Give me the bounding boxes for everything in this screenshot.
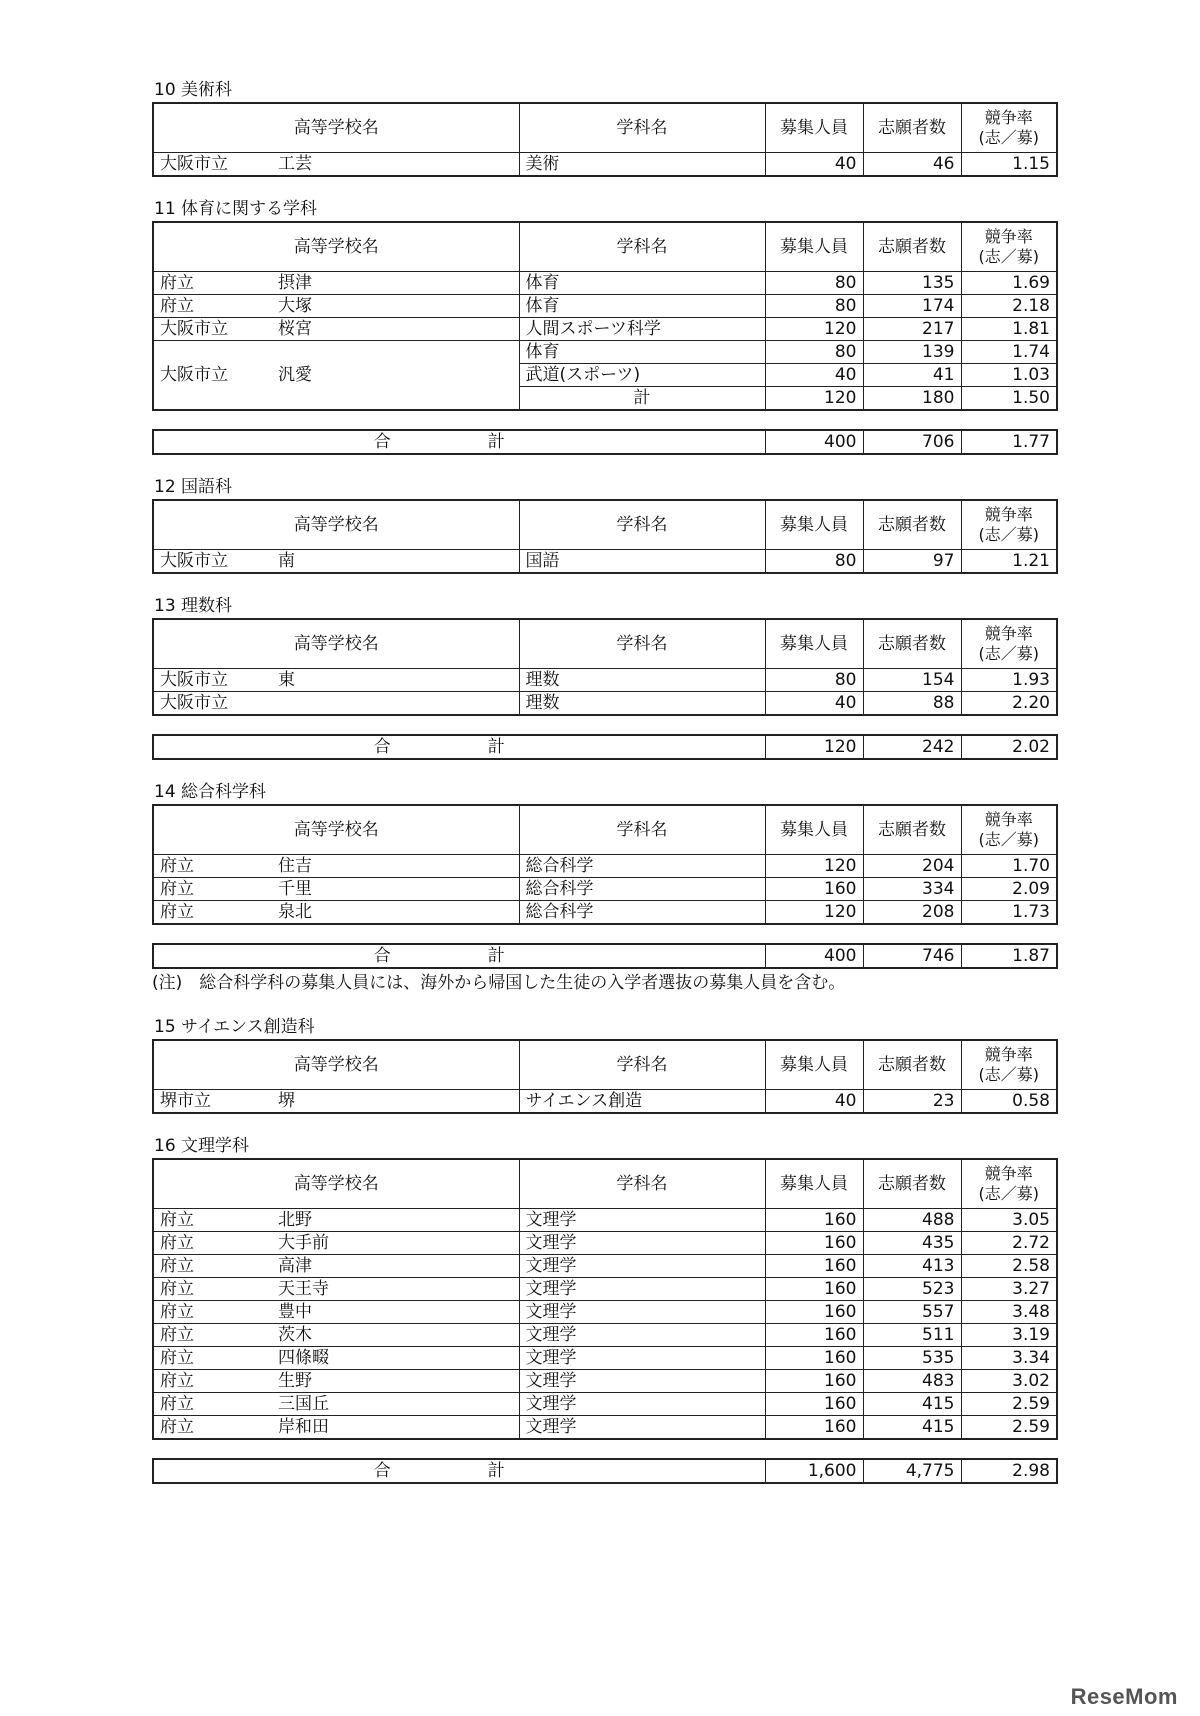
table-row [153, 1209, 1057, 1232]
rate-cell: 3.27 [961, 1278, 1057, 1301]
total-rate: 2.02 [961, 735, 1057, 759]
applicants-cell: 174 [863, 295, 961, 318]
department-section [152, 594, 1056, 760]
header-rate-bottom: (志／募) [978, 128, 1039, 147]
dept-cell: 文理学 [519, 1209, 765, 1232]
admissions-table [152, 1158, 1058, 1440]
total-rate: 1.77 [961, 430, 1057, 454]
applicants-cell: 23 [863, 1090, 961, 1114]
school-prefecture: 府立 [160, 879, 194, 899]
school-cell [153, 1324, 519, 1347]
rate-cell: 1.74 [961, 341, 1057, 364]
dept-cell: 総合科学 [519, 901, 765, 925]
capacity-cell: 40 [765, 364, 863, 387]
school-cell [153, 1370, 519, 1393]
applicants-cell: 415 [863, 1393, 961, 1416]
rate-cell: 3.05 [961, 1209, 1057, 1232]
total-capacity: 400 [765, 944, 863, 968]
capacity-cell: 120 [765, 318, 863, 341]
header-applicants: 志願者数 [863, 1159, 961, 1209]
applicants-cell: 217 [863, 318, 961, 341]
total-applicants: 746 [863, 944, 961, 968]
table-row [153, 318, 1057, 341]
total-capacity: 1,600 [765, 1459, 863, 1483]
school-cell [153, 272, 519, 295]
rate-cell: 2.59 [961, 1416, 1057, 1440]
school-prefecture: 府立 [160, 1279, 194, 1299]
school-prefecture: 府立 [160, 1302, 194, 1322]
section-title: 15 サイエンス創造科 [154, 1017, 315, 1037]
school-cell [153, 692, 519, 716]
capacity-cell: 120 [765, 901, 863, 925]
applicants-cell: 334 [863, 878, 961, 901]
school-name: 工芸 [278, 154, 312, 174]
capacity-cell: 80 [765, 272, 863, 295]
applicants-cell: 523 [863, 1278, 961, 1301]
school-prefecture: 府立 [160, 1371, 194, 1391]
department-section [152, 197, 1056, 455]
school-cell [153, 901, 519, 925]
applicants-cell: 88 [863, 692, 961, 716]
school-cell [153, 855, 519, 878]
total-capacity: 120 [765, 735, 863, 759]
school-name: 堺 [278, 1091, 295, 1111]
applicants-cell: 415 [863, 1416, 961, 1440]
table-row [153, 1232, 1057, 1255]
school-cell [153, 878, 519, 901]
school-name: 桜宮 [278, 319, 312, 339]
department-section [152, 1015, 1056, 1114]
total-table [152, 943, 1058, 969]
school-cell [153, 1209, 519, 1232]
table-row [153, 1278, 1057, 1301]
school-prefecture: 府立 [160, 1417, 194, 1437]
school-cell [153, 153, 519, 177]
applicants-cell: 97 [863, 550, 961, 574]
rate-cell: 2.09 [961, 878, 1057, 901]
total-applicants: 242 [863, 735, 961, 759]
school-cell [153, 295, 519, 318]
header-rate [961, 222, 1057, 272]
dept-cell: 武道(スポーツ) [519, 364, 765, 387]
table-row [153, 1370, 1057, 1393]
rate-cell: 2.20 [961, 692, 1057, 716]
header-dept: 学科名 [519, 619, 765, 669]
rate-cell: 3.02 [961, 1370, 1057, 1393]
table-row [153, 153, 1057, 177]
rate-cell: 3.34 [961, 1347, 1057, 1370]
total-table [152, 1458, 1058, 1484]
capacity-cell: 160 [765, 1416, 863, 1440]
table-row [153, 1324, 1057, 1347]
table-row [153, 550, 1057, 574]
school-prefecture: 大阪市立 [160, 670, 228, 690]
department-section [152, 1134, 1056, 1484]
department-section [152, 475, 1056, 574]
dept-cell: 計 [519, 387, 765, 411]
applicants-cell: 488 [863, 1209, 961, 1232]
header-row [153, 1040, 1057, 1090]
header-school: 高等学校名 [153, 500, 519, 550]
document-page [152, 78, 1056, 1504]
capacity-cell: 40 [765, 692, 863, 716]
header-row [153, 805, 1057, 855]
school-prefecture: 府立 [160, 1325, 194, 1345]
school-name: 大塚 [278, 296, 312, 316]
header-applicants: 志願者数 [863, 619, 961, 669]
department-section [152, 780, 1056, 995]
capacity-cell: 120 [765, 855, 863, 878]
admissions-table [152, 499, 1058, 574]
capacity-cell: 80 [765, 669, 863, 692]
header-school: 高等学校名 [153, 805, 519, 855]
total-rate: 2.98 [961, 1459, 1057, 1483]
school-prefecture: 堺市立 [160, 1091, 211, 1111]
header-rate [961, 805, 1057, 855]
rate-cell: 2.58 [961, 1255, 1057, 1278]
school-prefecture: 府立 [160, 296, 194, 316]
capacity-cell: 160 [765, 1370, 863, 1393]
total-label: 合 計 [153, 1459, 765, 1483]
capacity-cell: 40 [765, 1090, 863, 1114]
capacity-cell: 160 [765, 1347, 863, 1370]
header-rate-top: 競争率 [984, 1045, 1033, 1064]
header-school: 高等学校名 [153, 1040, 519, 1090]
dept-cell: 体育 [519, 272, 765, 295]
dept-cell: 体育 [519, 295, 765, 318]
applicants-cell: 204 [863, 855, 961, 878]
school-name: 北野 [278, 1210, 312, 1230]
table-row [153, 1347, 1057, 1370]
header-rate-bottom: (志／募) [978, 644, 1039, 663]
admissions-table [152, 804, 1058, 925]
header-row [153, 103, 1057, 153]
header-dept: 学科名 [519, 1040, 765, 1090]
capacity-cell: 160 [765, 1278, 863, 1301]
school-cell [153, 1255, 519, 1278]
table-row [153, 1255, 1057, 1278]
dept-cell: 国語 [519, 550, 765, 574]
table-row [153, 692, 1057, 716]
total-rate: 1.87 [961, 944, 1057, 968]
applicants-cell: 41 [863, 364, 961, 387]
table-row [153, 901, 1057, 925]
rate-cell: 2.18 [961, 295, 1057, 318]
total-table [152, 734, 1058, 760]
school-cell [153, 550, 519, 574]
header-capacity: 募集人員 [765, 103, 863, 153]
applicants-cell: 413 [863, 1255, 961, 1278]
header-capacity: 募集人員 [765, 805, 863, 855]
header-capacity: 募集人員 [765, 1159, 863, 1209]
rate-cell: 1.73 [961, 901, 1057, 925]
header-dept: 学科名 [519, 103, 765, 153]
school-name: 東 [278, 670, 295, 690]
table-row [153, 1301, 1057, 1324]
rate-cell: 2.59 [961, 1393, 1057, 1416]
school-prefecture: 府立 [160, 902, 194, 922]
school-cell [153, 1347, 519, 1370]
header-school: 高等学校名 [153, 619, 519, 669]
dept-cell: 文理学 [519, 1416, 765, 1440]
header-dept: 学科名 [519, 500, 765, 550]
rate-cell: 1.81 [961, 318, 1057, 341]
school-prefecture: 大阪市立 [160, 365, 228, 385]
capacity-cell: 160 [765, 1324, 863, 1347]
header-rate [961, 103, 1057, 153]
school-name: 岸和田 [278, 1417, 329, 1437]
table-row [153, 341, 1057, 364]
header-rate-bottom: (志／募) [978, 525, 1039, 544]
applicants-cell: 483 [863, 1370, 961, 1393]
header-rate-bottom: (志／募) [978, 247, 1039, 266]
table-row [153, 295, 1057, 318]
header-row [153, 500, 1057, 550]
admissions-table [152, 102, 1058, 177]
dept-cell: 文理学 [519, 1301, 765, 1324]
school-prefecture: 府立 [160, 1394, 194, 1414]
admissions-table [152, 221, 1058, 411]
capacity-cell: 80 [765, 295, 863, 318]
school-cell [153, 1393, 519, 1416]
dept-cell: 理数 [519, 669, 765, 692]
dept-cell: 文理学 [519, 1370, 765, 1393]
school-name: 汎愛 [278, 365, 312, 385]
capacity-cell: 80 [765, 341, 863, 364]
applicants-cell: 154 [863, 669, 961, 692]
school-name: 生野 [278, 1371, 312, 1391]
dept-cell: 総合科学 [519, 855, 765, 878]
school-cell [153, 1416, 519, 1440]
capacity-cell: 160 [765, 1255, 863, 1278]
dept-cell: 文理学 [519, 1278, 765, 1301]
school-name: 摂津 [278, 273, 312, 293]
school-cell [153, 318, 519, 341]
total-row [153, 944, 1057, 968]
header-rate-bottom: (志／募) [978, 1065, 1039, 1084]
total-capacity: 400 [765, 430, 863, 454]
rate-cell: 2.72 [961, 1232, 1057, 1255]
header-school: 高等学校名 [153, 103, 519, 153]
total-table [152, 429, 1058, 455]
applicants-cell: 208 [863, 901, 961, 925]
header-rate-top: 競争率 [984, 810, 1033, 829]
rate-cell: 0.58 [961, 1090, 1057, 1114]
dept-cell: 総合科学 [519, 878, 765, 901]
header-school: 高等学校名 [153, 1159, 519, 1209]
admissions-table [152, 1039, 1058, 1114]
header-applicants: 志願者数 [863, 1040, 961, 1090]
table-row [153, 855, 1057, 878]
applicants-cell: 46 [863, 153, 961, 177]
school-prefecture: 府立 [160, 1256, 194, 1276]
section-title: 14 総合科学科 [154, 782, 267, 802]
school-prefecture: 大阪市立 [160, 551, 228, 571]
table-row [153, 272, 1057, 295]
header-school: 高等学校名 [153, 222, 519, 272]
header-rate-top: 競争率 [984, 108, 1033, 127]
header-rate [961, 619, 1057, 669]
total-applicants: 706 [863, 430, 961, 454]
school-cell [153, 1301, 519, 1324]
dept-cell: 美術 [519, 153, 765, 177]
header-dept: 学科名 [519, 1159, 765, 1209]
rate-cell: 3.48 [961, 1301, 1057, 1324]
school-name: 天王寺 [278, 1279, 329, 1299]
school-prefecture: 府立 [160, 273, 194, 293]
footnote: (注) 総合科学科の募集人員には、海外から帰国した生徒の入学者選抜の募集人員を含む。 [152, 973, 846, 993]
header-row [153, 222, 1057, 272]
applicants-cell: 535 [863, 1347, 961, 1370]
school-prefecture: 大阪市立 [160, 154, 228, 174]
dept-cell: 文理学 [519, 1347, 765, 1370]
table-row [153, 1416, 1057, 1440]
school-name: 住吉 [278, 856, 312, 876]
school-prefecture: 府立 [160, 1210, 194, 1230]
header-rate-bottom: (志／募) [978, 1184, 1039, 1203]
header-rate-top: 競争率 [984, 505, 1033, 524]
school-cell [153, 341, 519, 411]
rate-cell: 3.19 [961, 1324, 1057, 1347]
capacity-cell: 160 [765, 1393, 863, 1416]
school-name: 泉北 [278, 902, 312, 922]
rate-cell: 1.03 [961, 364, 1057, 387]
header-dept: 学科名 [519, 222, 765, 272]
school-name: 三国丘 [278, 1394, 329, 1414]
table-row [153, 1090, 1057, 1114]
dept-cell: 人間スポーツ科学 [519, 318, 765, 341]
school-prefecture: 大阪市立 [160, 693, 228, 713]
header-applicants: 志願者数 [863, 500, 961, 550]
dept-cell: 文理学 [519, 1324, 765, 1347]
applicants-cell: 557 [863, 1301, 961, 1324]
school-prefecture: 府立 [160, 856, 194, 876]
header-rate [961, 500, 1057, 550]
header-dept: 学科名 [519, 805, 765, 855]
section-title: 10 美術科 [154, 80, 233, 100]
section-title: 12 国語科 [154, 477, 233, 497]
dept-cell: 文理学 [519, 1255, 765, 1278]
rate-cell: 1.70 [961, 855, 1057, 878]
capacity-cell: 160 [765, 1209, 863, 1232]
header-rate-top: 競争率 [984, 1164, 1033, 1183]
header-capacity: 募集人員 [765, 500, 863, 550]
school-prefecture: 府立 [160, 1233, 194, 1253]
section-title: 13 理数科 [154, 596, 233, 616]
header-capacity: 募集人員 [765, 222, 863, 272]
school-cell [153, 1278, 519, 1301]
total-row [153, 735, 1057, 759]
capacity-cell: 120 [765, 387, 863, 411]
school-name: 南 [278, 551, 295, 571]
resemom-watermark-logo: ReseMom [1070, 1684, 1178, 1709]
header-applicants: 志願者数 [863, 805, 961, 855]
header-applicants: 志願者数 [863, 222, 961, 272]
dept-cell: 体育 [519, 341, 765, 364]
table-row [153, 1393, 1057, 1416]
dept-cell: サイエンス創造 [519, 1090, 765, 1114]
applicants-cell: 511 [863, 1324, 961, 1347]
rate-cell: 1.15 [961, 153, 1057, 177]
header-rate-top: 競争率 [984, 227, 1033, 246]
school-prefecture: 府立 [160, 1348, 194, 1368]
capacity-cell: 40 [765, 153, 863, 177]
header-row [153, 619, 1057, 669]
header-capacity: 募集人員 [765, 619, 863, 669]
school-cell [153, 1090, 519, 1114]
school-prefecture: 大阪市立 [160, 319, 228, 339]
table-row [153, 878, 1057, 901]
capacity-cell: 80 [765, 550, 863, 574]
header-applicants: 志願者数 [863, 103, 961, 153]
applicants-cell: 435 [863, 1232, 961, 1255]
header-capacity: 募集人員 [765, 1040, 863, 1090]
capacity-cell: 160 [765, 878, 863, 901]
rate-cell: 1.93 [961, 669, 1057, 692]
total-label: 合 計 [153, 735, 765, 759]
total-row [153, 430, 1057, 454]
total-label: 合 計 [153, 430, 765, 454]
school-cell [153, 1232, 519, 1255]
capacity-cell: 160 [765, 1301, 863, 1324]
header-rate [961, 1040, 1057, 1090]
admissions-table [152, 618, 1058, 716]
header-rate-top: 競争率 [984, 624, 1033, 643]
applicants-cell: 139 [863, 341, 961, 364]
applicants-cell: 180 [863, 387, 961, 411]
school-name: 豊中 [278, 1302, 312, 1322]
dept-cell: 文理学 [519, 1393, 765, 1416]
total-label: 合 計 [153, 944, 765, 968]
dept-cell: 文理学 [519, 1232, 765, 1255]
header-row [153, 1159, 1057, 1209]
school-name: 四條畷 [278, 1348, 329, 1368]
capacity-cell: 160 [765, 1232, 863, 1255]
section-title: 11 体育に関する学科 [154, 199, 318, 219]
rate-cell: 1.21 [961, 550, 1057, 574]
header-rate [961, 1159, 1057, 1209]
section-title: 16 文理学科 [154, 1136, 250, 1156]
school-name: 茨木 [278, 1325, 312, 1345]
total-row [153, 1459, 1057, 1483]
total-applicants: 4,775 [863, 1459, 961, 1483]
dept-cell: 理数 [519, 692, 765, 716]
table-row [153, 669, 1057, 692]
school-name: 大手前 [278, 1233, 329, 1253]
school-name: 千里 [278, 879, 312, 899]
applicants-cell: 135 [863, 272, 961, 295]
header-rate-bottom: (志／募) [978, 830, 1039, 849]
school-cell [153, 669, 519, 692]
department-section [152, 78, 1056, 177]
rate-cell: 1.69 [961, 272, 1057, 295]
school-name: 高津 [278, 1256, 312, 1276]
rate-cell: 1.50 [961, 387, 1057, 411]
